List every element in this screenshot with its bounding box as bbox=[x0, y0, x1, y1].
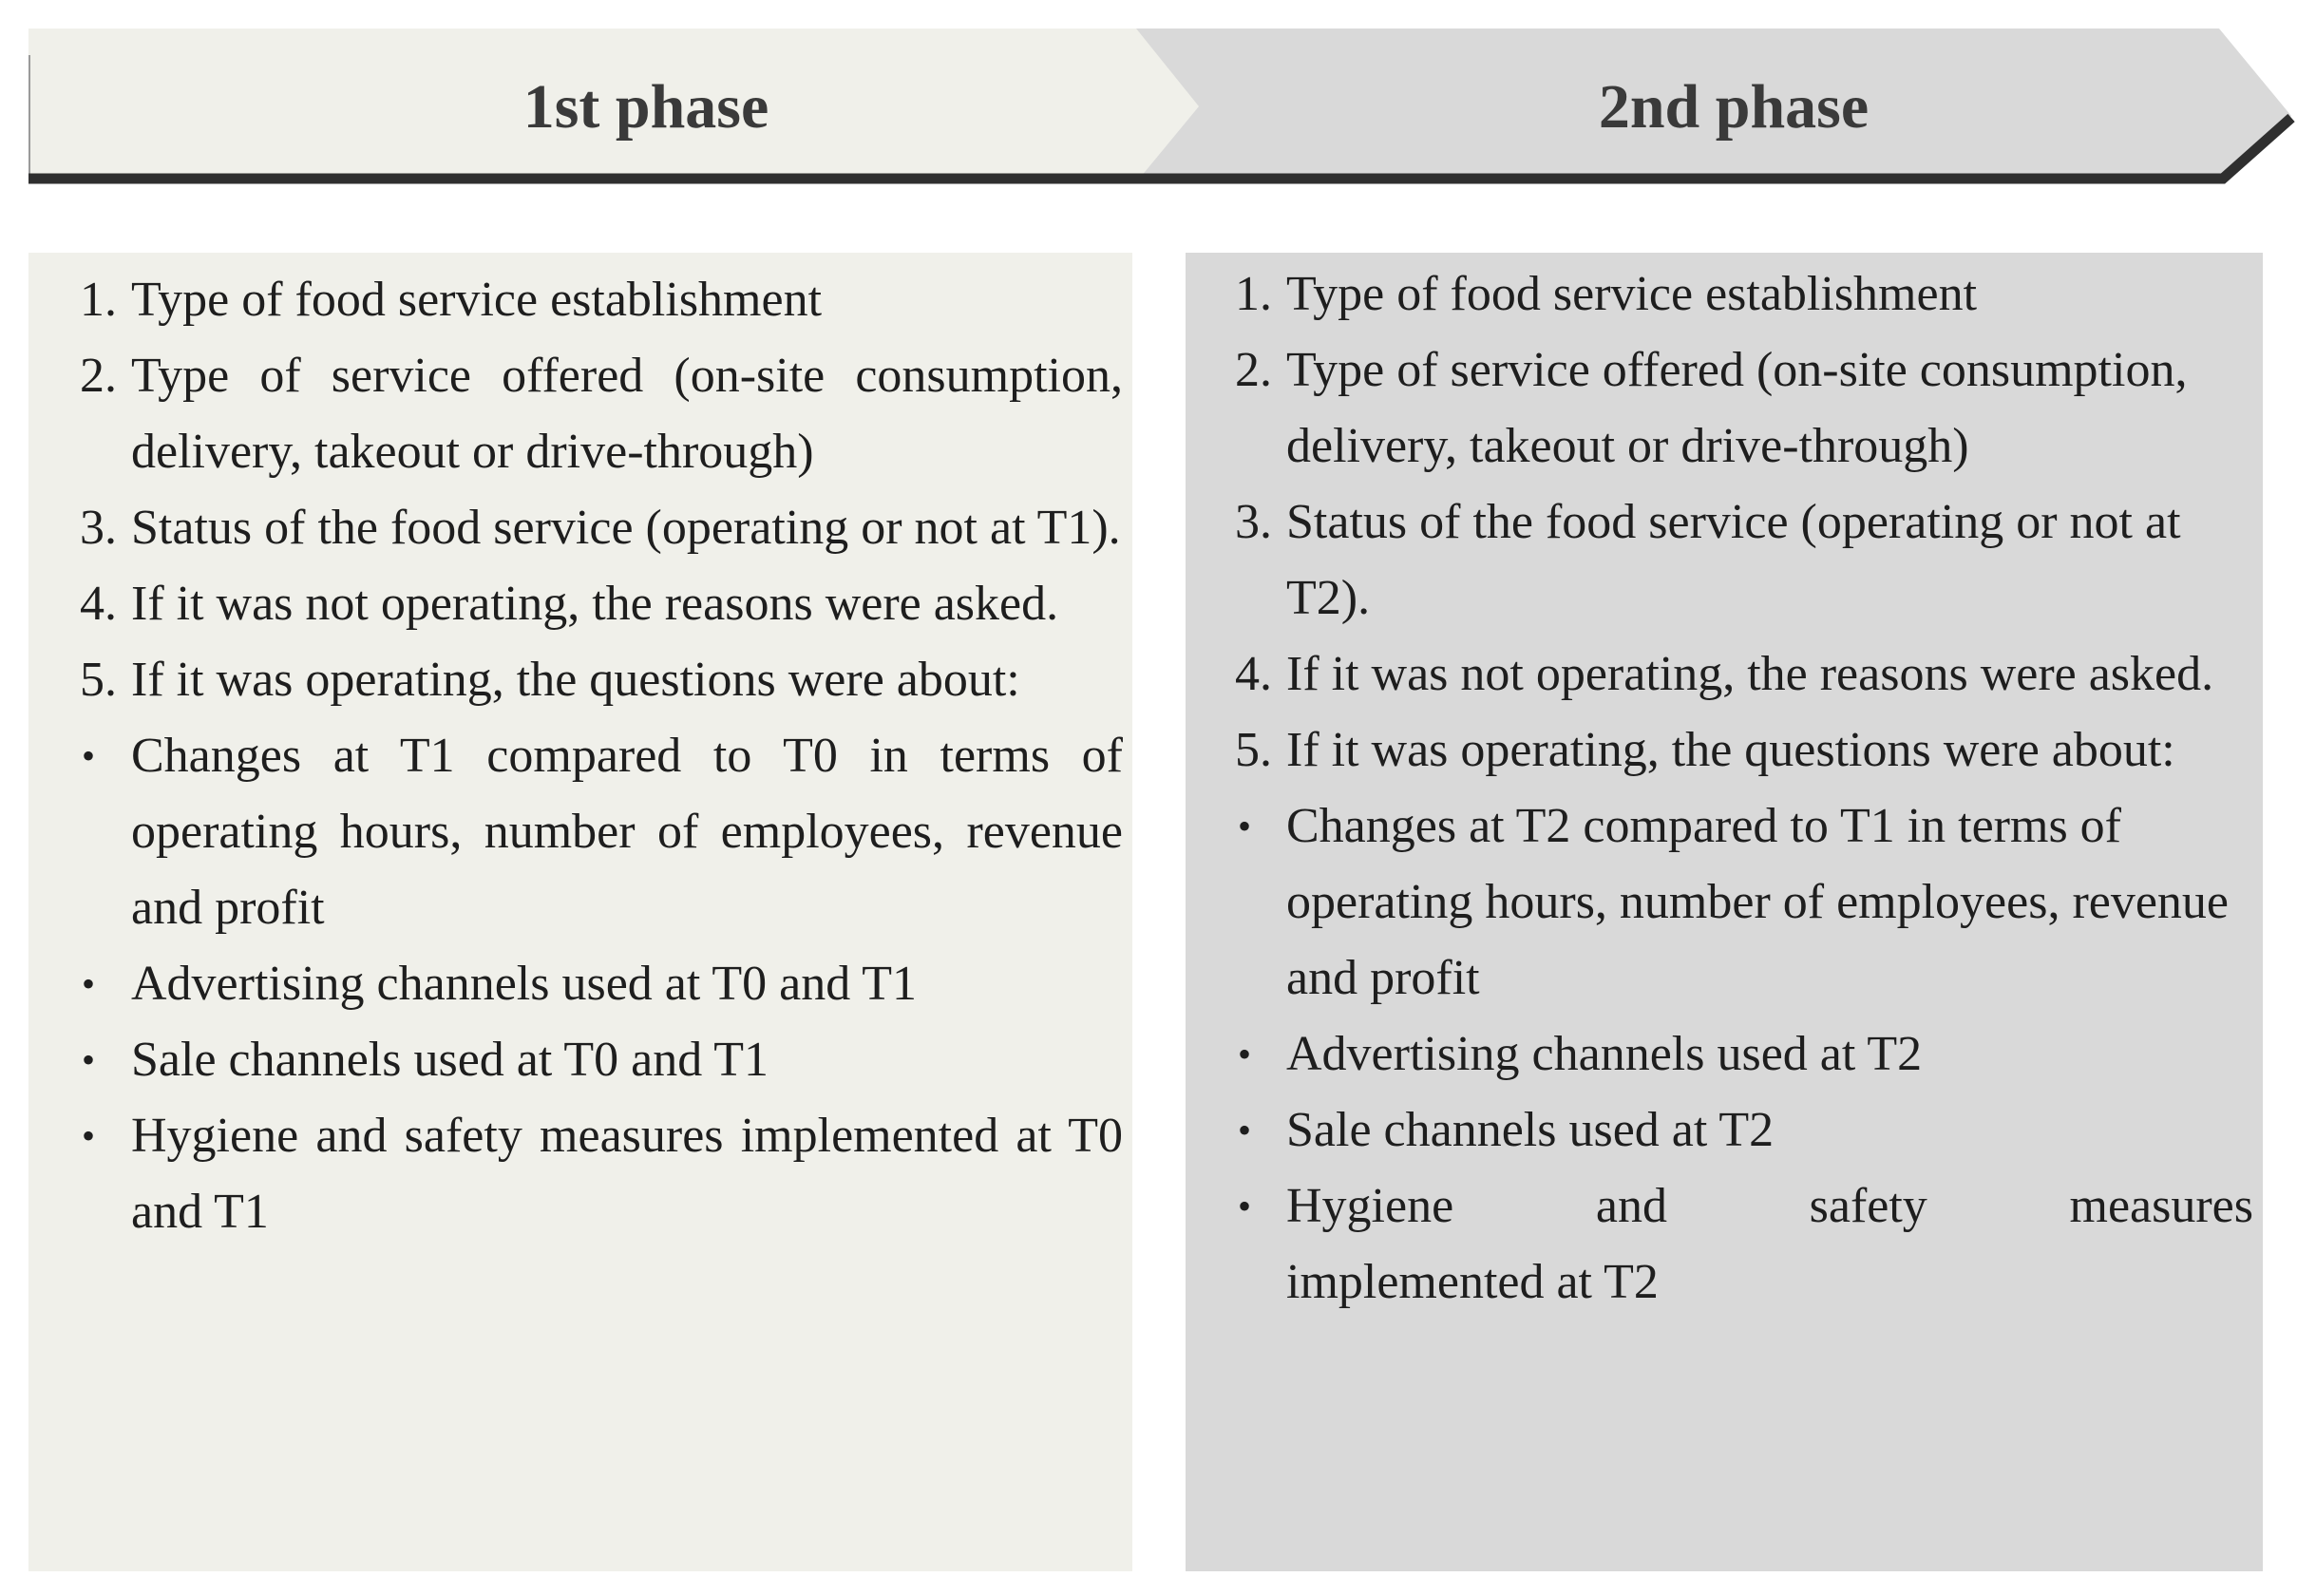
bullet-marker: • bbox=[1238, 1033, 1252, 1075]
phase1-question-panel bbox=[28, 253, 1132, 1571]
phase1-bullet-changes bbox=[28, 718, 1132, 946]
item-text: Sale channels used at T0 and T1 bbox=[131, 1033, 769, 1087]
phase1-item-5 bbox=[28, 642, 1132, 718]
item-text: If it was not operating, the reasons were asked. bbox=[131, 577, 1059, 631]
phase1-item-4 bbox=[28, 566, 1132, 642]
item-number: 5. bbox=[80, 653, 117, 707]
bullet-marker: • bbox=[82, 1114, 96, 1157]
phase2-item-5 bbox=[1186, 712, 2263, 788]
phase2-bullet-changes bbox=[1186, 788, 2263, 1016]
item-number: 2. bbox=[1235, 343, 1272, 397]
bullet-marker: • bbox=[82, 734, 96, 777]
item-text: If it was not operating, the reasons were asked. bbox=[1286, 647, 2214, 701]
phase1-bullet-hygiene bbox=[28, 1098, 1132, 1250]
phase1-bullet-sale bbox=[28, 1022, 1132, 1098]
item-number: 2. bbox=[80, 349, 117, 403]
item-text: Changes at T2 compared to T1 in terms of operating hours, number of employees, revenue and profit bbox=[1286, 799, 2230, 1005]
item-number: 3. bbox=[80, 501, 117, 555]
item-text: Changes at T1 compared to T0 in terms of operating hours, number of employees, revenue and profit bbox=[131, 729, 1123, 935]
item-number: 3. bbox=[1235, 495, 1272, 549]
bullet-marker: • bbox=[1238, 1109, 1252, 1151]
item-number: 1. bbox=[1235, 267, 1272, 321]
item-number: 5. bbox=[1235, 723, 1272, 777]
phase2-bullet-sale bbox=[1186, 1092, 2263, 1168]
item-text: If it was operating, the questions were about: bbox=[131, 653, 1020, 707]
item-number: 1. bbox=[80, 273, 117, 327]
item-text-last: implemented at T2 bbox=[1286, 1255, 1659, 1309]
phase1-title: 1st phase bbox=[522, 72, 769, 142]
phase2-item-3 bbox=[1186, 484, 2263, 636]
bullet-marker: • bbox=[1238, 1185, 1252, 1227]
item-text: Type of service offered (on-site consumption, delivery, takeout or drive-through) bbox=[131, 349, 1123, 479]
phase2-bullet-advertising bbox=[1186, 1016, 2263, 1092]
item-text: Sale channels used at T2 bbox=[1286, 1103, 1775, 1157]
phase1-item-1 bbox=[28, 262, 1132, 338]
phase2-bullet-hygiene bbox=[1186, 1168, 2263, 1320]
item-text: Type of food service establishment bbox=[1286, 267, 1978, 321]
item-text: Status of the food service (operating or not at T2). bbox=[1286, 495, 2181, 625]
item-text: Type of food service establishment bbox=[131, 273, 823, 327]
item-number: 4. bbox=[80, 577, 117, 631]
item-text: Hygiene and safety measures implemented at T0 and T1 bbox=[131, 1109, 1123, 1239]
phase1-bullet-advertising bbox=[28, 946, 1132, 1022]
item-text-main: Hygiene and safety measures bbox=[1286, 1179, 2253, 1233]
item-text: Status of the food service (operating or not at T1). bbox=[131, 501, 1121, 555]
phase1-item-3 bbox=[28, 490, 1132, 566]
item-text: Advertising channels used at T2 bbox=[1286, 1027, 1923, 1081]
phase2-item-2 bbox=[1186, 332, 2263, 484]
phase1-item-2 bbox=[28, 338, 1132, 490]
item-text: Type of service offered (on-site consumption, delivery, takeout or drive-through) bbox=[1286, 343, 2188, 473]
item-text: Advertising channels used at T0 and T1 bbox=[131, 957, 918, 1011]
bullet-marker: • bbox=[82, 962, 96, 1005]
bullet-marker: • bbox=[1238, 805, 1252, 847]
bullet-marker: • bbox=[82, 1038, 96, 1081]
phase2-item-1 bbox=[1186, 256, 2263, 332]
item-text: If it was operating, the questions were about: bbox=[1286, 723, 2175, 777]
phase2-question-panel bbox=[1186, 253, 2263, 1571]
item-number: 4. bbox=[1235, 647, 1272, 701]
phase2-title: 2nd phase bbox=[1598, 72, 1870, 142]
phase2-item-4 bbox=[1186, 636, 2263, 712]
